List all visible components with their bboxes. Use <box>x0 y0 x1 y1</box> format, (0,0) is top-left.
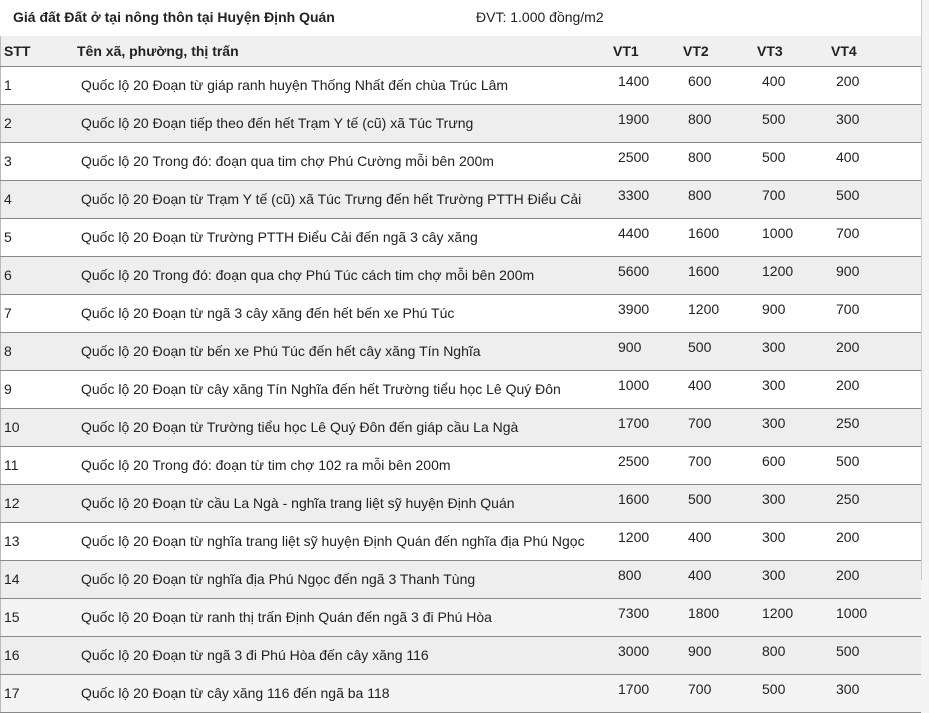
cell-stt: 1 <box>1 67 78 105</box>
cell-vt2: 900 <box>683 637 757 675</box>
cell-vt4: 200 <box>831 371 921 409</box>
header-vt2: VT2 <box>683 36 757 67</box>
table-row <box>1 637 922 675</box>
cell-vt3: 1200 <box>757 257 831 295</box>
cell-vt1: 1900 <box>613 105 683 143</box>
cell-stt: 4 <box>1 181 78 219</box>
header-vt3: VT3 <box>757 36 831 67</box>
cell-vt3: 600 <box>757 447 831 485</box>
cell-vt2: 1200 <box>683 295 757 333</box>
cell-vt3: 500 <box>757 143 831 181</box>
cell-stt: 5 <box>1 219 78 257</box>
cell-vt1: 3900 <box>613 295 683 333</box>
table-row <box>1 485 922 523</box>
land-price-table <box>0 36 921 713</box>
unit-label: ĐVT: 1.000 đồng/m2 <box>476 9 604 25</box>
cell-vt1: 2500 <box>613 447 683 485</box>
cell-stt: 14 <box>1 561 78 599</box>
cell-stt: 12 <box>1 485 78 523</box>
cell-vt1: 7300 <box>613 599 683 637</box>
table-row <box>1 181 922 219</box>
cell-vt4: 200 <box>831 561 921 599</box>
cell-vt3: 500 <box>757 675 831 713</box>
cell-vt2: 1800 <box>683 599 757 637</box>
cell-vt2: 800 <box>683 143 757 181</box>
table-row <box>1 257 922 295</box>
table-row <box>1 143 922 181</box>
cell-vt4: 1000 <box>831 599 921 637</box>
cell-vt3: 900 <box>757 295 831 333</box>
cell-vt3: 300 <box>757 561 831 599</box>
cell-stt: 8 <box>1 333 78 371</box>
cell-vt3: 700 <box>757 181 831 219</box>
cell-name: Quốc lộ 20 Trong đó: đoạn qua tim chợ Phú Cường mỗi bên 200m <box>77 143 613 181</box>
cell-vt2: 1600 <box>683 257 757 295</box>
cell-vt4: 200 <box>831 333 921 371</box>
cell-name: Quốc lộ 20 Đoạn từ ngã 3 đi Phú Hòa đến cây xăng 116 <box>77 637 613 675</box>
cell-stt: 3 <box>1 143 78 181</box>
cell-vt4: 250 <box>831 485 921 523</box>
cell-vt4: 500 <box>831 447 921 485</box>
cell-name: Quốc lộ 20 Đoạn tiếp theo đến hết Trạm Y tế (cũ) xã Túc Trưng <box>77 105 613 143</box>
cell-vt4: 250 <box>831 409 921 447</box>
cell-vt1: 1400 <box>613 67 683 105</box>
cell-name: Quốc lộ 20 Đoạn từ giáp ranh huyện Thống Nhất đến chùa Trúc Lâm <box>77 67 613 105</box>
cell-vt3: 300 <box>757 333 831 371</box>
cell-vt1: 3300 <box>613 181 683 219</box>
cell-vt2: 800 <box>683 181 757 219</box>
table-row <box>1 675 922 713</box>
cell-vt2: 700 <box>683 675 757 713</box>
cell-vt1: 2500 <box>613 143 683 181</box>
cell-vt3: 300 <box>757 523 831 561</box>
header-vt1: VT1 <box>613 36 683 67</box>
cell-name: Quốc lộ 20 Đoạn từ bến xe Phú Túc đến hết cây xăng Tín Nghĩa <box>77 333 613 371</box>
cell-name: Quốc lộ 20 Đoạn từ ngã 3 cây xăng đến hết bến xe Phú Túc <box>77 295 613 333</box>
cell-stt: 2 <box>1 105 78 143</box>
cell-name: Quốc lộ 20 Đoạn từ Trạm Y tế (cũ) xã Túc Trưng đến hết Trường PTTH Điểu Cải <box>77 181 613 219</box>
table-row <box>1 409 922 447</box>
cell-name: Quốc lộ 20 Đoạn từ nghĩa địa Phú Ngọc đến ngã 3 Thanh Tùng <box>77 561 613 599</box>
cell-name: Quốc lộ 20 Trong đó: đoạn từ tim chợ 102 ra mỗi bên 200m <box>77 447 613 485</box>
cell-vt2: 800 <box>683 105 757 143</box>
cell-stt: 6 <box>1 257 78 295</box>
cell-vt4: 300 <box>831 105 921 143</box>
cell-stt: 15 <box>1 599 78 637</box>
cell-vt4: 200 <box>831 523 921 561</box>
cell-vt4: 400 <box>831 143 921 181</box>
cell-name: Quốc lộ 20 Đoạn từ cây xăng Tín Nghĩa đến hết Trường tiểu học Lê Quý Đôn <box>77 371 613 409</box>
table-row <box>1 105 922 143</box>
cell-vt1: 5600 <box>613 257 683 295</box>
cell-vt2: 700 <box>683 409 757 447</box>
cell-name: Quốc lộ 20 Đoạn từ nghĩa trang liệt sỹ huyện Định Quán đến nghĩa địa Phú Ngọc <box>77 523 613 561</box>
cell-name: Quốc lộ 20 Đoạn từ Trường tiểu học Lê Quý Đôn đến giáp cầu La Ngà <box>77 409 613 447</box>
cell-vt3: 500 <box>757 105 831 143</box>
cell-vt2: 1600 <box>683 219 757 257</box>
cell-stt: 16 <box>1 637 78 675</box>
cell-stt: 13 <box>1 523 78 561</box>
table-row <box>1 599 922 637</box>
cell-vt1: 1200 <box>613 523 683 561</box>
cell-vt1: 3000 <box>613 637 683 675</box>
cell-vt1: 4400 <box>613 219 683 257</box>
cell-vt2: 400 <box>683 371 757 409</box>
header-name: Tên xã, phường, thị trấn <box>77 36 613 67</box>
cell-vt2: 400 <box>683 561 757 599</box>
cell-vt4: 700 <box>831 295 921 333</box>
cell-stt: 10 <box>1 409 78 447</box>
cell-stt: 17 <box>1 675 78 713</box>
cell-vt2: 500 <box>683 485 757 523</box>
cell-vt4: 500 <box>831 181 921 219</box>
cell-name: Quốc lộ 20 Trong đó: đoạn qua chợ Phú Túc cách tim chợ mỗi bên 200m <box>77 257 613 295</box>
table-row <box>1 295 922 333</box>
table-row <box>1 523 922 561</box>
cell-vt2: 600 <box>683 67 757 105</box>
cell-name: Quốc lộ 20 Đoạn từ Trường PTTH Điểu Cải đến ngã 3 cây xăng <box>77 219 613 257</box>
cell-stt: 11 <box>1 447 78 485</box>
cell-vt4: 500 <box>831 637 921 675</box>
cell-vt1: 800 <box>613 561 683 599</box>
cell-vt1: 900 <box>613 333 683 371</box>
table-header-row <box>1 36 922 67</box>
cell-name: Quốc lộ 20 Đoạn từ cây xăng 116 đến ngã ba 118 <box>77 675 613 713</box>
cell-vt3: 300 <box>757 485 831 523</box>
cell-vt2: 700 <box>683 447 757 485</box>
cell-vt3: 300 <box>757 371 831 409</box>
cell-vt3: 1000 <box>757 219 831 257</box>
table-row <box>1 333 922 371</box>
cell-vt4: 900 <box>831 257 921 295</box>
cell-stt: 7 <box>1 295 78 333</box>
cell-stt: 9 <box>1 371 78 409</box>
cell-vt2: 500 <box>683 333 757 371</box>
cell-vt2: 400 <box>683 523 757 561</box>
cell-name: Quốc lộ 20 Đoạn từ cầu La Ngà - nghĩa trang liệt sỹ huyện Định Quán <box>77 485 613 523</box>
page-title: Giá đất Đất ở tại nông thôn tại Huyện Định Quán <box>13 9 335 25</box>
cell-vt3: 800 <box>757 637 831 675</box>
cell-name: Quốc lộ 20 Đoạn từ ranh thị trấn Định Quán đến ngã 3 đi Phú Hòa <box>77 599 613 637</box>
header-vt4: VT4 <box>831 36 921 67</box>
cell-vt3: 400 <box>757 67 831 105</box>
cell-vt3: 1200 <box>757 599 831 637</box>
table-row <box>1 67 922 105</box>
cell-vt4: 700 <box>831 219 921 257</box>
cell-vt4: 300 <box>831 675 921 713</box>
cell-vt3: 300 <box>757 409 831 447</box>
cell-vt4: 200 <box>831 67 921 105</box>
table-row <box>1 219 922 257</box>
header-stt: STT <box>1 36 78 67</box>
cell-vt1: 1000 <box>613 371 683 409</box>
cell-vt1: 1700 <box>613 675 683 713</box>
table-row <box>1 371 922 409</box>
table-row <box>1 447 922 485</box>
cell-vt1: 1600 <box>613 485 683 523</box>
cell-vt1: 1700 <box>613 409 683 447</box>
